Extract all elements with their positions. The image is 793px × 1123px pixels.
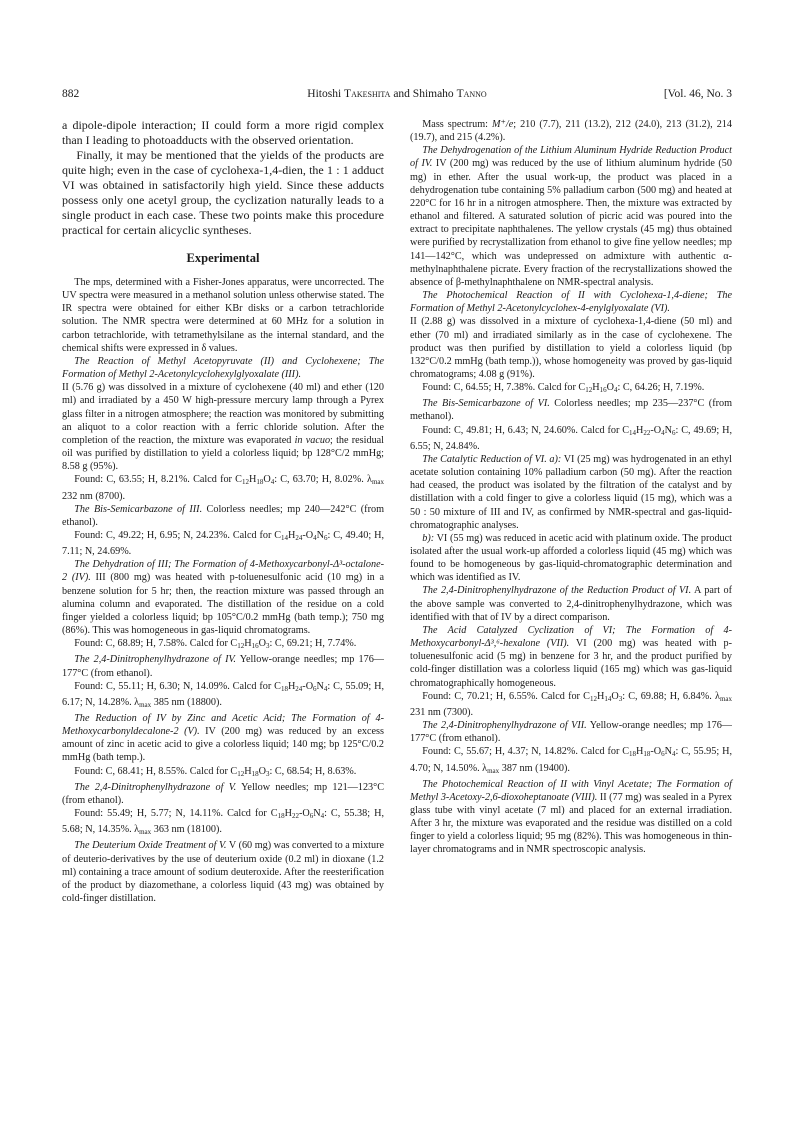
section-heading: Experimental — [186, 251, 260, 265]
running-header — [62, 86, 732, 102]
analysis-line: Found: C, 55.67; H, 4.37; N, 14.82%. Calcd for $C_{18}H_{18}-O_6N_4$: C, 55.95; H, 4.70; N, 14.50%. $\lambda_{max}$ 387 nm (19400). — [410, 746, 732, 775]
analysis-line: Found: C, 64.55; H, 7.38%. Calcd for $C_{12}H_{16}O_4$: C, 64.26; H, 7.19%. — [422, 382, 705, 395]
paragraph: The Reduction of IV by Zinc and Acetic Acid; The Formation of 4-Methoxycarbonyldecalone-2 (V). IV (200 mg) was reduced by an excess amount of zinc in acetic acid to give a colorless liquid; 140 mg; bp 125°C/0.2 mmHg (bath temp.). — [62, 713, 384, 764]
left-column — [62, 118, 384, 905]
paragraph: The Acid Catalyzed Cyclization of VI; The Formation of 4-Methoxycarbonyl-Δ³,⁶-hexalone (VII). VI (200 mg) was heated with p-toluenesulfonic acid (5 mg) in benzene for 3 hr, and the product purified by cold-finger distillation was a colorless liquid (165 mg) which was gas-liquid chromatographically homogeneous. — [410, 624, 732, 689]
paragraph: The Bis-Semicarbazone of III. Colorless needles; mp 240—242°C (from ethanol). — [62, 503, 384, 528]
analysis-line: Found: C, 70.21; H, 6.55%. Calcd for $C_{12}H_{14}O_3$: C, 69.88; H, 6.84%. $\lambda_{max}$ 231 nm (7300). — [410, 690, 732, 718]
paragraph: The 2,4-Dinitrophenylhydrazone of V. Yellow needles; mp 121—123°C (from ethanol). — [62, 781, 385, 806]
subsection-title: The Reaction of Methyl Acetopyruvate (II) and Cyclohexene; The Formation of Methyl 2-Acetonylcyclohexylglyoxalate (III). — [62, 355, 384, 381]
analysis-line: Found: C, 55.11; H, 6.30; N, 14.09%. Calcd for $C_{18}H_{24}-O_6N_4$: C, 55.09; H, 6.17; N, 14.28%. $\lambda_{max}$ 385 nm (18800). — [62, 680, 384, 709]
right-column — [410, 118, 732, 857]
paragraph: The Dehydrogenation of the Lithium Aluminum Hydride Reduction Product of IV. IV (200 mg) was reduced by the use of lithium aluminum hydride (50 mg) in ether. After the usual work-up, the product was placed in a dehydrogenation tube containing 5% palladium carbon (500 mg) and heated at 220°C for 16 hr in a nitrogen atmosphere. Then, the mixture was extracted by ethanol and filtered. A saturated solution of picric acid was poured into the extract to precipitate naphthalenes. The yellow crystals (45 mg) thus obtained were purified by recrystallization from ethanol to give fine yellow needles; mp 141—142°C, which was undepressed on admixture with authentic α-methylnaphthalene picrate. Every fraction of the recrystallizations showed the absence of β-methylnaphthalene on NMR-spectral analysis. — [410, 145, 732, 288]
analysis-line: Found: C, 63.55; H, 8.21%. Calcd for $C_{12}H_{18}O_4$: C, 63.70; H, 8.02%. $\lambda_{max}$ 232 nm (8700). — [62, 474, 384, 502]
paragraph: The Catalytic Reduction of VI. a): VI (25 mg) was hydrogenated in an ethyl acetate solution containing 10% palladium carbon (50 mg). After the reaction had ceased, the product was isolated by the filtration of the catalyst and by distillation with a cold finger to give a colorless liquid (15 mg), which was a 50 : 50 mixture of III and IV, as confirmed by NMR-spectral and gas-liquid-chromatographic analyses. — [410, 453, 732, 531]
subsection-title: The Photochemical Reaction of II with Cyclohexa-1,4-diene; The Formation of Methyl 2-Acetonylcyclohex-4-enylglyoxalate (VI). — [410, 290, 732, 315]
volume-info: [Vol. 46, No. 3 — [663, 88, 732, 100]
paragraph: Mass spectrum: M⁺/e; 210 (7.7), 211 (13.2), 212 (24.0), 213 (31.2), 214 (19.7), and 215 (4.2%). — [410, 119, 732, 144]
paragraph: The Bis-Semicarbazone of VI. Colorless needles; mp 235—237°C (from methanol). — [410, 398, 732, 423]
analysis-line: Found: C, 68.41; H, 8.55%. Calcd for $C_{12}H_{18}O_3$: C, 68.54; H, 8.63%. — [74, 765, 357, 778]
paragraph: II (2.88 g) was dissolved in a mixture of cyclohexa-1,4-diene (50 ml) and ether (70 ml) and irradiated similarly as in the case of cyclohexene. The product was then purified by distillation to yield a colorless liquid (bp 132°C/0.2 mmHg (bath temp.)), whose homogeneity was proved by gas-liquid chromatograms; 4.08 g (91%). — [410, 316, 732, 380]
running-authors: Hitoshi Takeshita and Shimaho Tanno — [307, 88, 487, 100]
paragraph: a dipole-dipole interaction; II could form a more rigid complex than I leading to photoadducts with the observed orientation. — [62, 118, 384, 147]
paragraph: The 2,4-Dinitrophenylhydrazone of the Reduction Product of VI. A part of the above sample was converted to 2,4-dinitrophenylhydrazone, which was identified with that of IV by a direct comparison. — [410, 585, 732, 623]
analysis-line: Found: 55.49; H, 5.77; N, 14.11%. Calcd for $C_{18}H_{22}-O_6N_4$: C, 55.38; H, 5.68; N, 14.35%. $\lambda_{max}$ 363 nm (18100). — [62, 808, 384, 837]
page-number: 882 — [62, 88, 80, 100]
paragraph: The Deuterium Oxide Treatment of V. V (60 mg) was converted to a mixture of deuterio-derivatives by the use of deuterium oxide (0.2 ml) in dioxane (1.2 ml) containing a trace amount of sodium deuteroxide. After the reesterification of the product by diazomethane, a colorless liquid (43 mg) was obtained by cold-finger distillation. — [62, 840, 384, 905]
analysis-line: Found: C, 49.22; H, 6.95; N, 24.23%. Calcd for $C_{14}H_{24}-O_4N_6$: C, 49.40; H, 7.11; N, 24.69%. — [62, 529, 384, 558]
paragraph: The mps, determined with a Fisher-Jones apparatus, were uncorrected. The UV spectra were measured in a methanol solution unless otherwise stated. The IR spectra were obtained for either KBr disks or a carbon tetrachloride solution. The NMR spectra were determined at 60 MHz for a solution in carbon tetrachloride, with tetramethylsilane as the internal standard, and the chemical shifts were expressed in δ values. — [62, 277, 384, 354]
paragraph: II (5.76 g) was dissolved in a mixture of cyclohexene (40 ml) and ether (120 ml) and irradiated by a 450 W high-pressure mercury lamp through a Pyrex glass filter in a nitrogen atmosphere; the reaction was monitored by submitting an aliquot to a color reaction with a ferric chloride solution. After the completion of the reaction, the mixture was evaporated in vacuo; the residual oil was purified by distillation to yield a colorless liquid; bp 128°C/2 mmHg; 8.58 g (95%). — [62, 382, 385, 473]
analysis-line: Found: C, 68.89; H, 7.58%. Calcd for $C_{12}H_{16}O_3$: C, 69.21; H, 7.74%. — [74, 638, 357, 651]
paragraph: The 2,4-Dinitrophenylhydrazone of VII. Yellow-orange needles; mp 176—177°C (from ethanol). — [410, 720, 732, 745]
paragraph: Finally, it may be mentioned that the yields of the products are quite high; even in the case of cyclohexa-1,4-dien, the 1 : 1 adduct VI was obtained in satisfactorily high yield. Since these adducts possess only one acetyl group, the cyclization naturally leads to a single product in each case. These two points make this procedure practical for certain alicyclic syntheses. — [62, 148, 384, 237]
paragraph: The Dehydration of III; The Formation of 4-Methoxycarbonyl-Δ³-octalone-2 (IV). III (800 mg) was heated with p-toluenesulfonic acid (10 mg) in a benzene solution for 5 hr; then, the reaction mixture was passed through an alumina column and evaporated. The distillation of the residue on a cold finger yielded a colorless liquid; bp 105°C/0.2 mmHg (bath temp.); 750 mg (86%). This was homogeneous in gas-liquid chromatograms. — [62, 559, 385, 637]
paragraph: The Photochemical Reaction of II with Vinyl Acetate; The Formation of Methyl 3-Acetoxy-2,6-dioxoheptanoate (VIII). II (77 mg) was sealed in a Pyrex glass tube with vinyl acetate (7 ml) and placed for an external irradiation. After 3 hr, the mixture was evaporated and the residue was distilled on a cold finger to yield a colorless liquid; 95 mg (82%). This was homogeneous in thin-layer chromatograms and in NMR spectroscopic analysis. — [410, 778, 732, 856]
analysis-line: Found: C, 49.81; H, 6.43; N, 24.60%. Calcd for $C_{14}H_{22}-O_4N_6$: C, 49.69; H, 6.55; N, 24.84%. — [410, 424, 732, 452]
paragraph: b): VI (55 mg) was reduced in acetic acid with platinum oxide. The product isolated after the usual work-up afforded a colorless liquid (45 mg) which was found to be homogeneous by gas-liquid-chromatographic determination and which was identified as IV. — [410, 532, 732, 584]
paragraph: The 2,4-Dinitrophenylhydrazone of IV. Yellow-orange needles; mp 176—177°C (from ethanol). — [62, 654, 384, 679]
